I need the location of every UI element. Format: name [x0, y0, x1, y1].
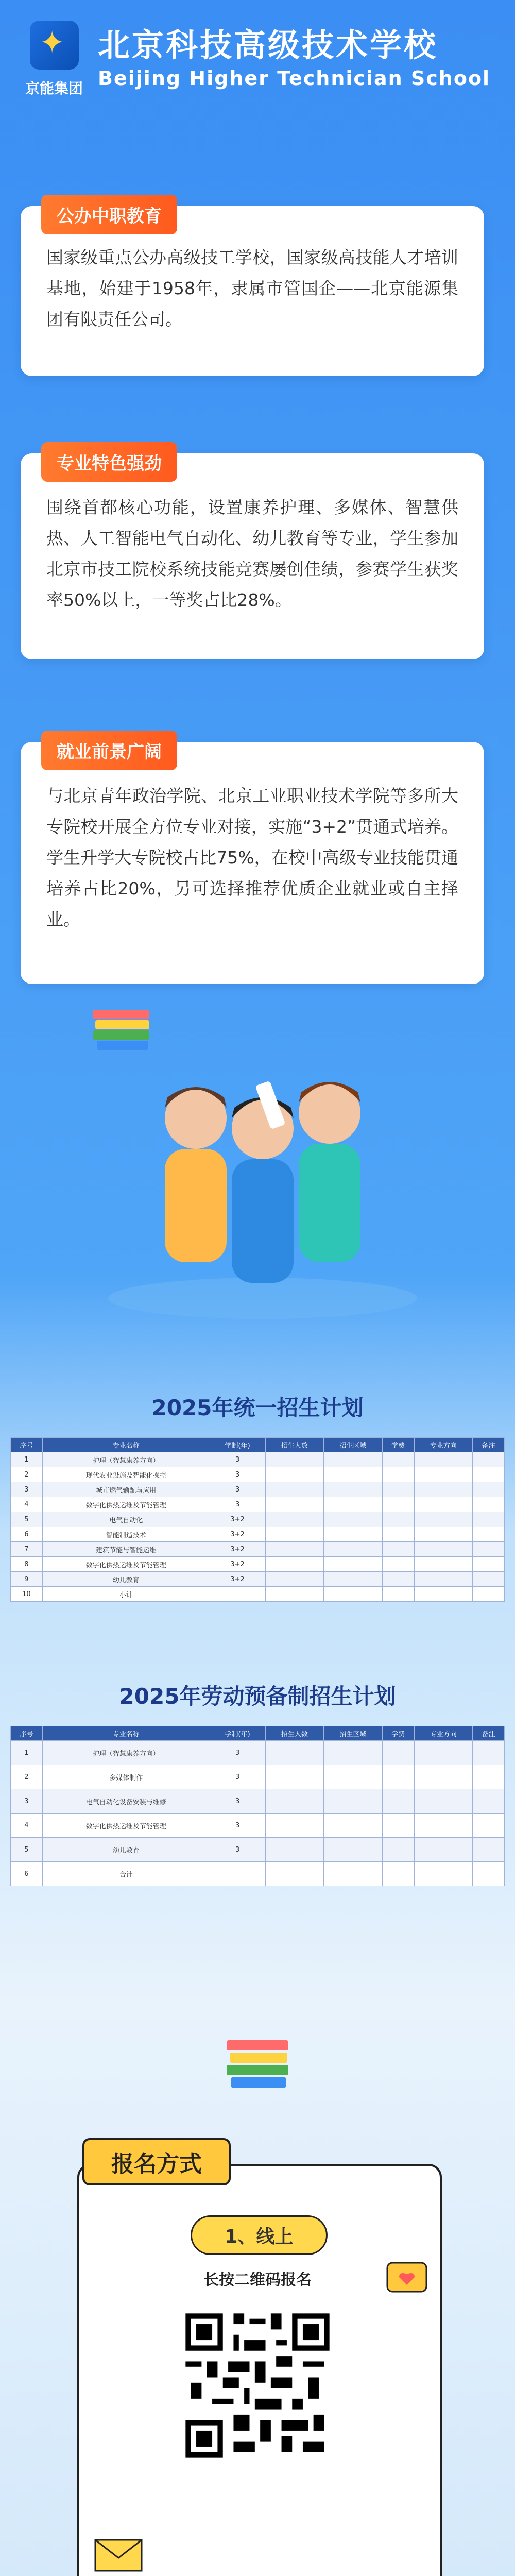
logo: [21, 21, 88, 124]
registration-title-1: 报名方式: [82, 2138, 231, 2185]
plan1-col-header: 招生人数: [265, 1438, 324, 1452]
plan2-col-header: 序号: [11, 1726, 43, 1741]
school-name-en: Beijing Higher Technician School: [98, 67, 491, 90]
table-row: 7 建筑节能与智能运维 3+2: [11, 1542, 505, 1557]
table-row: 5 电气自动化 3+2: [11, 1512, 505, 1527]
books-icon: [227, 2040, 294, 2092]
table-row: 8 数字化供热运维及节能管理 3+2: [11, 1557, 505, 1572]
table-row: 3 城市燃气输配与应用 3: [11, 1482, 505, 1497]
table-row: 3 电气自动化设备安装与维修 3: [11, 1789, 505, 1814]
plan2-header-row: [11, 1726, 505, 1741]
plan1-col-header: 序号: [11, 1438, 43, 1452]
plan1-title: 2025年统一招生计划: [151, 1395, 364, 1420]
plan2-col-header: 专业名称: [42, 1726, 210, 1741]
section-tag-2: 专业特色强劲: [41, 442, 177, 482]
plan2-col-header: 专业方向: [414, 1726, 473, 1741]
section-tag-1: 公办中职教育: [41, 195, 177, 234]
table-row: 1 护理（智慧康养方向） 3: [11, 1452, 505, 1467]
plan2-col-header: 招生区域: [324, 1726, 383, 1741]
table-row: 6 合计: [11, 1862, 505, 1886]
table-row: 6 智能制造技术 3+2: [11, 1527, 505, 1542]
plan1-col-header: 专业方向: [414, 1438, 473, 1452]
plan1-header-row: [11, 1438, 505, 1452]
table-row: 4 数字化供热运维及节能管理 3: [11, 1497, 505, 1512]
plan2-col-header: 备注: [473, 1726, 505, 1741]
plan1-col-header: 学制(年): [210, 1438, 265, 1452]
section-text-2: 围绕首都核心功能，设置康养护理、多媒体、智慧供热、人工智能电气自动化、幼儿教育等专业，学生参加北京市技工院校系统技能竞赛屡创佳绩，参赛学生获奖率50%以上，一等奖占比28%。: [46, 497, 458, 610]
header: [0, 0, 515, 155]
table-row: 2 现代农业设施及智能化操控 3: [11, 1467, 505, 1482]
online-step-sub[interactable]: 长按二维码报名: [203, 2271, 312, 2289]
plan1-table: [10, 1437, 505, 1602]
table-row: 4 数字化供热运维及节能管理 3: [11, 1814, 505, 1838]
online-step-label: 1、线上: [191, 2215, 328, 2255]
plan1-col-header: 招生区域: [324, 1438, 383, 1452]
star-logo-icon: ✦: [30, 21, 79, 70]
table-row: 1 护理（智慧康养方向） 3: [11, 1741, 505, 1765]
plan1-col-header: 专业名称: [42, 1438, 210, 1452]
plan2-title: 2025年劳动预备制招生计划: [119, 1684, 396, 1709]
school-name-cn: 北京科技高级技术学校: [98, 26, 438, 64]
table-row: 5 幼儿教育 3: [11, 1838, 505, 1862]
envelope-icon: [93, 2535, 144, 2576]
plan2-col-header: 学制(年): [210, 1726, 265, 1741]
books-icon: [93, 1010, 149, 1050]
heart-chat-icon: [386, 2262, 427, 2298]
plan2-col-header: 招生人数: [265, 1726, 324, 1741]
section-text-3: 与北京青年政治学院、北京工业职业技术学院等多所大专院校开展全方位专业对接，实施“3+2”贯通式培养。学生升学大专院校占比75%，在校中高级专业技能贯通培养占比20%，另可选择推荐优质企业就业或自主择业。: [46, 786, 458, 929]
students-illustration: [93, 1010, 422, 1329]
plan1-col-header: 备注: [473, 1438, 505, 1452]
table-row: 2 多媒体制作 3: [11, 1765, 505, 1789]
table-row: 9 幼儿教育 3+2: [11, 1572, 505, 1587]
section-text-1: 国家级重点公办高级技工学校，国家级高技能人才培训基地，始建于1958年，隶属市管国企——北京能源集团有限责任公司。: [46, 247, 458, 329]
section-tag-3: 就业前景广阔: [41, 731, 177, 770]
table-row: 10 小计: [11, 1587, 505, 1602]
qr-code[interactable]: [180, 2308, 335, 2463]
logo-text: 京能集团: [25, 80, 83, 97]
plan2-table: [10, 1726, 505, 1886]
plan1-col-header: 学费: [382, 1438, 414, 1452]
plan2-col-header: 学费: [382, 1726, 414, 1741]
